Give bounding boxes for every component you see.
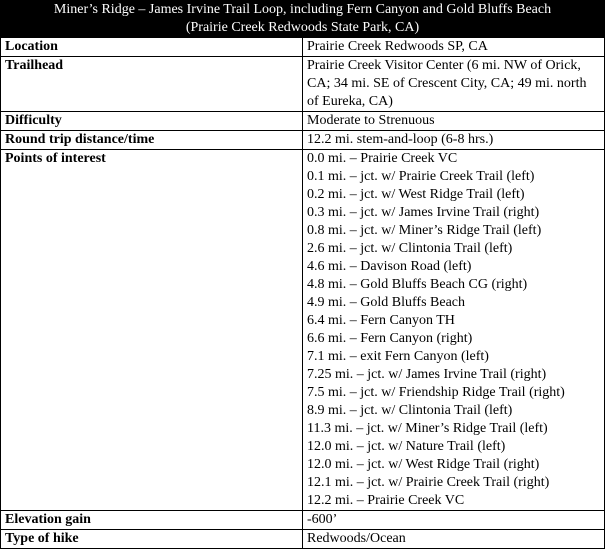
poi-item: 0.8 mi. – jct. w/ Miner’s Ridge Trail (left) (307, 223, 542, 238)
poi-item: 7.25 mi. – jct. w/ James Irvine Trail (right) (307, 367, 547, 382)
poi-item: 12.2 mi. – Prairie Creek VC (307, 493, 465, 508)
points-row (1, 150, 605, 511)
poi-item: 4.6 mi. – Davison Road (left) (307, 259, 472, 274)
points-label: Points of interest (1, 150, 303, 511)
type-value: Redwoods/Ocean (303, 530, 605, 549)
location-row (1, 38, 605, 57)
difficulty-label: Difficulty (1, 112, 303, 131)
poi-item: 7.5 mi. – jct. w/ Friendship Ridge Trail (right) (307, 385, 565, 400)
title-line-1: Miner’s Ridge – James Irvine Trail Loop, including Fern Canyon and Gold Bluffs Beach (53, 2, 552, 17)
distance-label: Round trip distance/time (1, 131, 303, 150)
poi-item: 0.1 mi. – jct. w/ Prairie Creek Trail (left) (307, 169, 535, 184)
poi-item: 0.0 mi. – Prairie Creek VC (307, 151, 458, 166)
poi-item: 12.0 mi. – jct. w/ West Ridge Trail (right) (307, 457, 540, 472)
type-row (1, 530, 605, 549)
points-list (303, 150, 605, 511)
poi-item: 0.3 mi. – jct. w/ James Irvine Trail (right) (307, 205, 540, 220)
distance-value: 12.2 mi. stem-and-loop (6-8 hrs.) (303, 131, 605, 150)
title-line-2: (Prairie Creek Redwoods State Park, CA) (185, 20, 420, 35)
elevation-label: Elevation gain (1, 511, 303, 530)
poi-item: 4.8 mi. – Gold Bluffs Beach CG (right) (307, 277, 528, 292)
poi-item: 11.3 mi. – jct. w/ Miner’s Ridge Trail (left) (307, 421, 548, 436)
trailhead-row (1, 57, 605, 112)
title-row (1, 1, 605, 38)
distance-row (1, 131, 605, 150)
location-label: Location (1, 38, 303, 57)
trailhead-label: Trailhead (1, 57, 303, 112)
poi-item: 12.1 mi. – jct. w/ Prairie Creek Trail (right) (307, 475, 550, 490)
elevation-row (1, 511, 605, 530)
poi-item: 4.9 mi. – Gold Bluffs Beach (307, 295, 466, 310)
poi-item: 0.2 mi. – jct. w/ West Ridge Trail (left) (307, 187, 525, 202)
trailhead-value: Prairie Creek Visitor Center (6 mi. NW of Orick, CA; 34 mi. SE of Crescent City, CA; 49 mi. north of Eureka, CA) (303, 57, 605, 112)
elevation-value: -600’ (303, 511, 605, 530)
poi-item: 2.6 mi. – jct. w/ Clintonia Trail (left) (307, 241, 513, 256)
type-label: Type of hike (1, 530, 303, 549)
poi-item: 12.0 mi. – jct. w/ Nature Trail (left) (307, 439, 506, 454)
difficulty-value: Moderate to Strenuous (303, 112, 605, 131)
poi-item: 7.1 mi. – exit Fern Canyon (left) (307, 349, 489, 364)
location-value: Prairie Creek Redwoods SP, CA (303, 38, 605, 57)
poi-item: 8.9 mi. – jct. w/ Clintonia Trail (left) (307, 403, 513, 418)
poi-item: 6.6 mi. – Fern Canyon (right) (307, 331, 473, 346)
difficulty-row (1, 112, 605, 131)
poi-item: 6.4 mi. – Fern Canyon TH (307, 313, 455, 328)
table-title (1, 1, 605, 38)
